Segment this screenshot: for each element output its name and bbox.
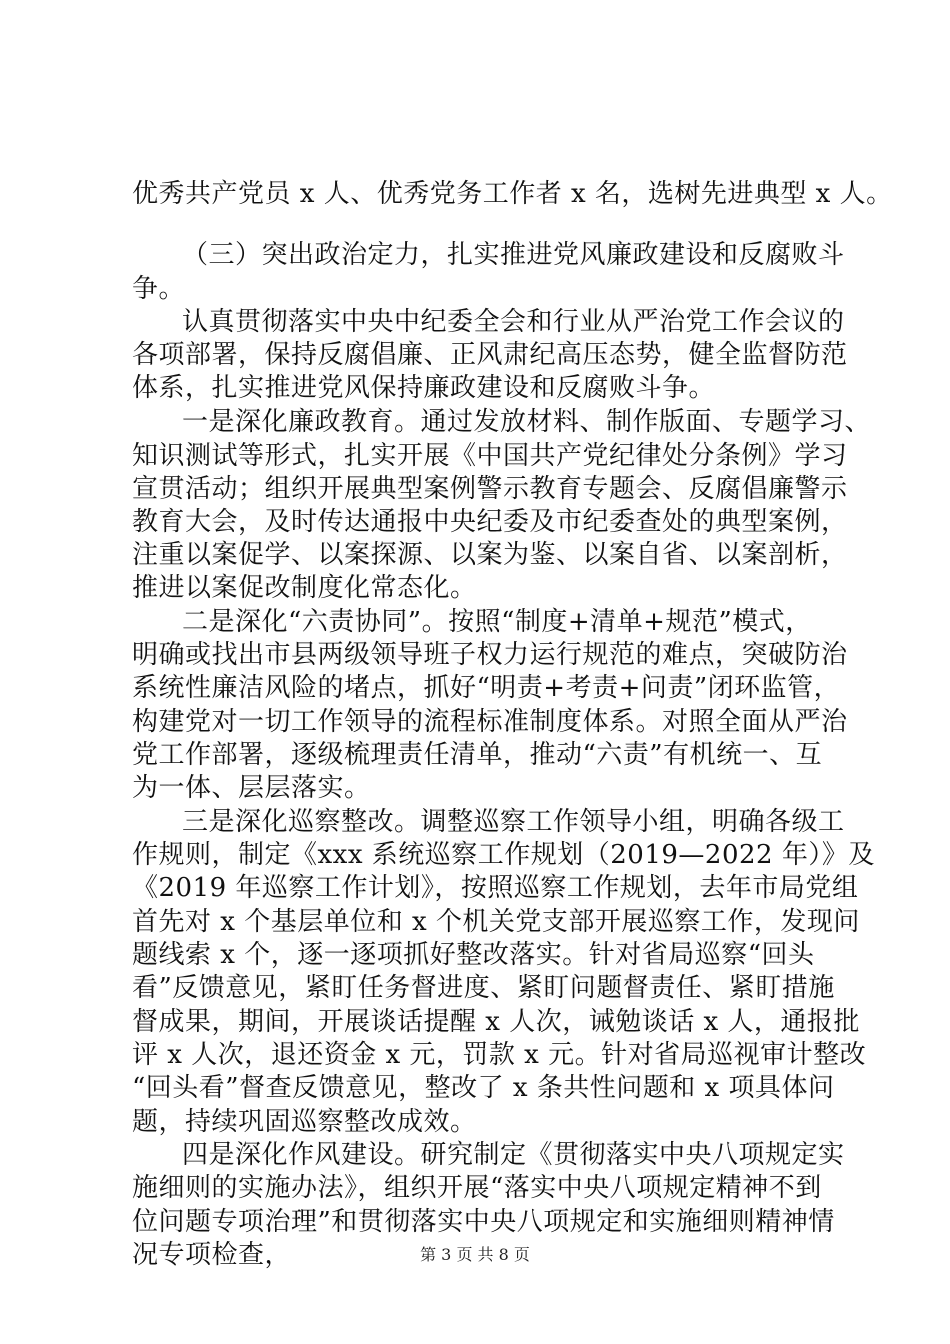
- body-text-line: 二是深化“六责协同”。按照“制度+清单+规范”模式，: [182, 607, 812, 637]
- body-text-line: 认真贯彻落实中央中纪委全会和行业从严治党工作会议的: [182, 307, 845, 337]
- body-text-line: 施细则的实施办法》，组织开展“落实中央八项规定精神不到: [132, 1173, 822, 1203]
- body-text-line: 作规则，制定《xxx 系统巡察工作规划（2019—2022 年）》及: [132, 840, 875, 870]
- body-text-line: 为一体、层层落实。: [132, 773, 371, 803]
- body-text-line: 教育大会，及时传达通报中央纪委及市纪委查处的典型案例，: [132, 507, 848, 537]
- body-text-line: 题线索 x 个，逐一逐项抓好整改落实。针对省局巡察“回头: [132, 940, 815, 970]
- body-text-line: 体系，扎实推进党风保持廉政建设和反腐败斗争。: [132, 373, 716, 403]
- body-text-line: 位问题专项治理”和贯彻落实中央八项规定和实施细则精神情: [132, 1207, 835, 1237]
- body-text-line: 题，持续巩固巡察整改成效。: [132, 1107, 477, 1137]
- body-text-line: 构建党对一切工作领导的流程标准制度体系。对照全面从严治: [132, 707, 848, 737]
- body-text-line: 宣贯活动；组织开展典型案例警示教育专题会、反腐倡廉警示: [132, 474, 848, 504]
- body-text-line: 知识测试等形式，扎实开展《中国共产党纪律处分条例》学习: [132, 441, 848, 471]
- section-heading-continued: 争。: [132, 274, 186, 304]
- body-text-line: 况专项检查，: [132, 1240, 292, 1270]
- body-text-line: 各项部署，保持反腐倡廉、正风肃纪高压态势，健全监督防范: [132, 340, 848, 370]
- body-text-line: 三是深化巡察整改。调整巡察工作领导小组，明确各级工: [182, 807, 845, 837]
- body-text-line: 一是深化廉政教育。通过发放材料、制作版面、专题学习、: [182, 407, 872, 437]
- body-text-line: 系统性廉洁风险的堵点，抓好“明责+考责+问责”闭环监管，: [132, 673, 841, 703]
- body-text-line: “回头看”督查反馈意见，整改了 x 条共性问题和 x 项具体问: [132, 1073, 835, 1103]
- body-text-line: 注重以案促学、以案探源、以案为鉴、以案自省、以案剖析，: [132, 540, 848, 570]
- body-text-line: 优秀共产党员 x 人、优秀党务工作者 x 名，选树先进典型 x 人。: [132, 179, 893, 209]
- body-text-line: 评 x 人次，退还资金 x 元，罚款 x 元。针对省局巡视审计整改: [132, 1040, 867, 1070]
- page-number-footer: 第 3 页 共 8 页: [420, 1245, 530, 1264]
- body-text-line: 推进以案促改制度化常态化。: [132, 573, 477, 603]
- body-text-line: 明确或找出市县两级领导班子权力运行规范的难点，突破防治: [132, 640, 848, 670]
- section-heading: （三）突出政治定力，扎实推进党风廉政建设和反腐败斗: [182, 240, 845, 270]
- body-text-line: 督成果，期间，开展谈话提醒 x 人次，诫勉谈话 x 人，通报批: [132, 1007, 860, 1037]
- body-text-line: 《2019 年巡察工作计划》，按照巡察工作规划，去年市局党组: [132, 873, 859, 903]
- body-text-line: 四是深化作风建设。研究制定《贯彻落实中央八项规定实: [182, 1140, 845, 1170]
- body-text-line: 党工作部署，逐级梳理责任清单，推动“六责”有机统一、互: [132, 740, 823, 770]
- body-text-line: 首先对 x 个基层单位和 x 个机关党支部开展巡察工作，发现问: [132, 907, 860, 937]
- body-text-line: 看”反馈意见，紧盯任务督进度、紧盯问题督责任、紧盯措施: [132, 973, 835, 1003]
